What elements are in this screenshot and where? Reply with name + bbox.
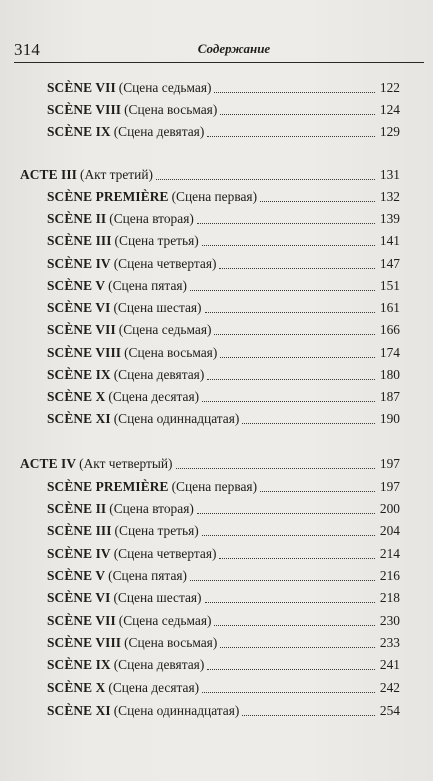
- dot-leader: [260, 490, 375, 492]
- toc-entry-title: ACTE IV: [20, 456, 77, 471]
- dot-leader: [207, 668, 375, 670]
- toc-entry-translation: (Сцена девятая): [113, 367, 205, 382]
- dot-leader: [260, 200, 375, 202]
- toc-entry-title: SCÈNE III: [47, 523, 112, 538]
- toc-entry-page: 197: [379, 456, 400, 471]
- toc-entry: [47, 389, 400, 405]
- toc-entry: [47, 211, 400, 227]
- toc-entry-title: SCÈNE IX: [47, 657, 111, 672]
- toc-entry-page: 151: [379, 278, 400, 293]
- dot-leader: [202, 691, 375, 693]
- toc-entry-translation: (Сцена одиннадцатая): [113, 703, 240, 718]
- toc-entry: [47, 479, 400, 495]
- toc-entry: [47, 322, 400, 338]
- toc-entry-page: 218: [379, 590, 400, 605]
- toc-entry-title: SCÈNE V: [47, 568, 106, 583]
- toc-entry-page: 141: [379, 233, 400, 248]
- dot-leader: [156, 178, 375, 180]
- toc-entry-translation: (Акт третий): [79, 167, 153, 182]
- dot-leader: [219, 267, 375, 269]
- dot-leader: [205, 601, 375, 603]
- toc-entry-page: 216: [379, 568, 400, 583]
- toc-entry-translation: (Сцена пятая): [108, 568, 188, 583]
- toc-entry-page: 241: [379, 657, 400, 672]
- toc-entry: [47, 124, 400, 140]
- toc-entry-title: SCÈNE VIII: [47, 102, 122, 117]
- toc-entry: [47, 411, 400, 427]
- toc-entry-page: 230: [379, 613, 400, 628]
- toc-entry-title: SCÈNE VI: [47, 590, 111, 605]
- dot-leader: [190, 579, 375, 581]
- toc-entry-page: 204: [379, 523, 400, 538]
- dot-leader: [214, 91, 375, 93]
- dot-leader: [207, 135, 375, 137]
- toc-entry: [47, 703, 400, 719]
- dot-leader: [220, 646, 375, 648]
- toc-entry-page: 233: [379, 635, 400, 650]
- dot-leader: [190, 289, 375, 291]
- dot-leader: [202, 400, 375, 402]
- toc-entry-title: SCÈNE VIII: [47, 345, 122, 360]
- dot-leader: [214, 333, 375, 335]
- toc-entry-translation: (Акт четвертый): [79, 456, 173, 471]
- toc-entry-page: 166: [379, 322, 400, 337]
- toc-entry-title: SCÈNE PREMIÈRE: [47, 189, 169, 204]
- toc-entry-translation: (Сцена третья): [114, 233, 199, 248]
- toc-entry-title: SCÈNE IV: [47, 256, 111, 271]
- toc-entry-page: 200: [379, 501, 400, 516]
- toc-entry: [47, 345, 400, 361]
- page-header: [14, 36, 424, 63]
- toc-entry-title: SCÈNE II: [47, 501, 107, 516]
- toc-entry-translation: (Сцена восьмая): [124, 345, 218, 360]
- toc-entry: [47, 189, 400, 205]
- toc-entry: [47, 568, 400, 584]
- toc-entry-title: SCÈNE VIII: [47, 635, 122, 650]
- toc-entry-page: 132: [379, 189, 400, 204]
- toc-entry-translation: (Сцена четвертая): [113, 256, 217, 271]
- toc-entry-translation: (Сцена пятая): [108, 278, 188, 293]
- toc-entry-translation: (Сцена первая): [171, 189, 258, 204]
- toc-entry-title: SCÈNE IX: [47, 124, 111, 139]
- dot-leader: [197, 512, 375, 514]
- toc-entry-translation: (Сцена девятая): [113, 124, 205, 139]
- page-number: 314: [14, 40, 41, 59]
- toc-entry-page: 129: [379, 124, 400, 139]
- toc-entry-translation: (Сцена одиннадцатая): [113, 411, 240, 426]
- toc-entry: [47, 278, 400, 294]
- toc-entry: [47, 102, 400, 118]
- dot-leader: [214, 624, 375, 626]
- toc-entry-page: 147: [379, 256, 400, 271]
- toc-entry: [47, 367, 400, 383]
- toc-entry-translation: (Сцена седьмая): [118, 322, 212, 337]
- toc-entry-title: SCÈNE IV: [47, 546, 111, 561]
- toc-entry-translation: (Сцена десятая): [108, 389, 200, 404]
- toc-entry-page: 254: [379, 703, 400, 718]
- dot-leader: [202, 534, 375, 536]
- toc-entry: [47, 300, 400, 316]
- toc-entry-title: SCÈNE VI: [47, 300, 111, 315]
- toc-entry-translation: (Сцена седьмая): [118, 80, 212, 95]
- toc-entry-title: SCÈNE X: [47, 389, 106, 404]
- toc-entry-translation: (Сцена восьмая): [124, 635, 218, 650]
- toc-entry-title: SCÈNE VII: [47, 613, 116, 628]
- toc-entry-page: 139: [379, 211, 400, 226]
- toc-entry-title: SCÈNE II: [47, 211, 107, 226]
- toc-entry-translation: (Сцена шестая): [113, 300, 202, 315]
- toc-entry-translation: (Сцена первая): [171, 479, 258, 494]
- toc-entry-translation: (Сцена четвертая): [113, 546, 217, 561]
- toc-entry: [47, 256, 400, 272]
- dot-leader: [219, 557, 375, 559]
- toc-entry-title: SCÈNE PREMIÈRE: [47, 479, 169, 494]
- toc-entry-title: SCÈNE VII: [47, 80, 116, 95]
- toc-entry-translation: (Сцена третья): [114, 523, 199, 538]
- toc-entry-page: 197: [379, 479, 400, 494]
- toc-entry-act: [20, 456, 400, 472]
- toc-entry-page: 174: [379, 345, 400, 360]
- dot-leader: [176, 467, 375, 469]
- toc-entry: [47, 613, 400, 629]
- toc-entry-act: [20, 167, 400, 183]
- toc-entry-page: 190: [379, 411, 400, 426]
- toc-entry: [47, 80, 400, 96]
- toc-entry-page: 122: [379, 80, 400, 95]
- toc-entry-title: ACTE III: [20, 167, 77, 182]
- toc-entry-translation: (Сцена вторая): [109, 211, 194, 226]
- dot-leader: [220, 356, 375, 358]
- dot-leader: [242, 714, 375, 716]
- toc-entry-page: 131: [379, 167, 400, 182]
- running-title: Содержание: [197, 41, 271, 56]
- toc-entry-translation: (Сцена вторая): [109, 501, 194, 516]
- toc-entry: [47, 635, 400, 651]
- toc-entry-translation: (Сцена девятая): [113, 657, 205, 672]
- toc-entry-translation: (Сцена шестая): [113, 590, 202, 605]
- toc-entry-title: SCÈNE V: [47, 278, 106, 293]
- toc-entry: [47, 657, 400, 673]
- toc-entry-page: 214: [379, 546, 400, 561]
- toc-entry-translation: (Сцена десятая): [108, 680, 200, 695]
- dot-leader: [242, 422, 375, 424]
- toc-entry: [47, 233, 400, 249]
- toc-entry-page: 180: [379, 367, 400, 382]
- dot-leader: [220, 113, 375, 115]
- toc-entry-title: SCÈNE III: [47, 233, 112, 248]
- toc-entry-page: 242: [379, 680, 400, 695]
- toc-entry: [47, 501, 400, 517]
- toc-entry-title: SCÈNE XI: [47, 411, 111, 426]
- toc-entry: [47, 590, 400, 606]
- toc-entry: [47, 523, 400, 539]
- toc-entry-translation: (Сцена восьмая): [124, 102, 218, 117]
- toc-entry: [47, 546, 400, 562]
- dot-leader: [205, 311, 375, 313]
- dot-leader: [202, 244, 375, 246]
- toc-entry-title: SCÈNE X: [47, 680, 106, 695]
- toc-entry-title: SCÈNE XI: [47, 703, 111, 718]
- toc-entry-page: 124: [379, 102, 400, 117]
- toc-entry: [47, 680, 400, 696]
- toc-entry-title: SCÈNE IX: [47, 367, 111, 382]
- dot-leader: [197, 222, 375, 224]
- toc-entry-title: SCÈNE VII: [47, 322, 116, 337]
- toc-entry-translation: (Сцена седьмая): [118, 613, 212, 628]
- dot-leader: [207, 378, 375, 380]
- toc-entry-page: 161: [379, 300, 400, 315]
- toc-entry-page: 187: [379, 389, 400, 404]
